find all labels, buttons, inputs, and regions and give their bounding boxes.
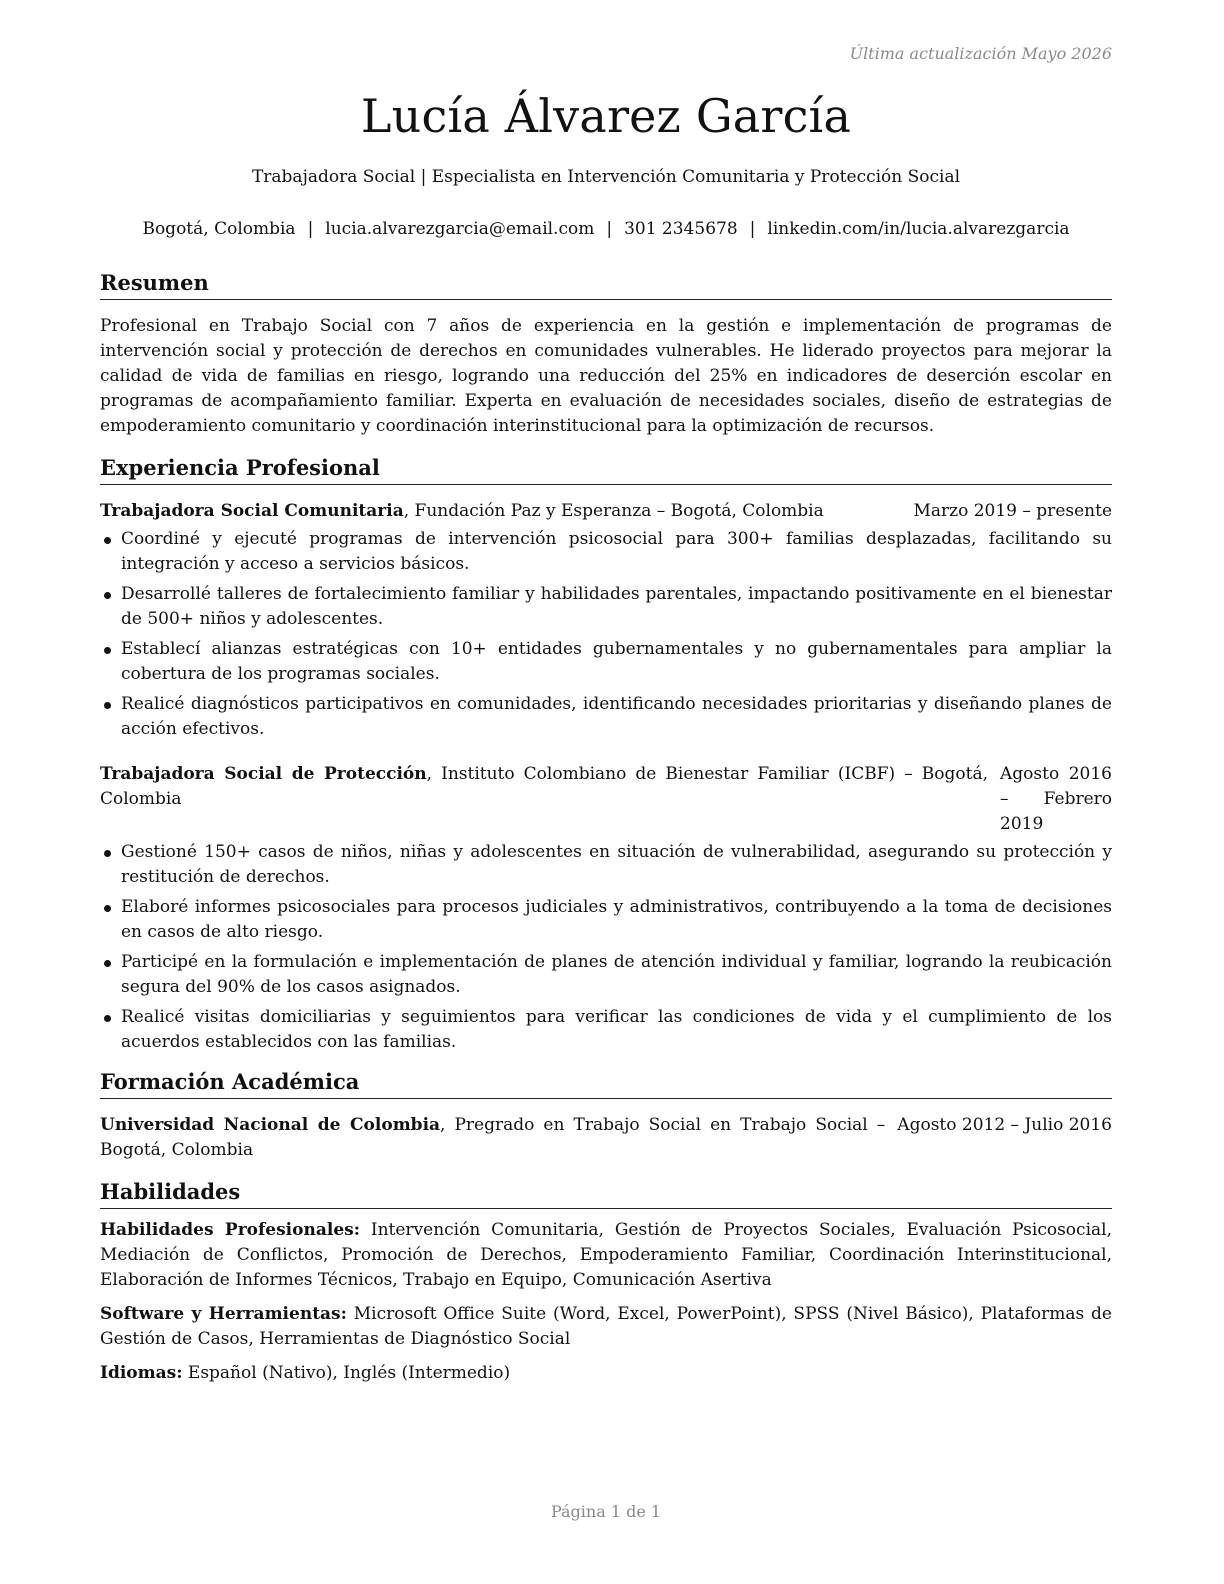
job-title: Trabajadora Social Comunitaria	[100, 501, 404, 521]
job-bullet-list	[100, 840, 1112, 1055]
job-bullet: Participé en la formulación e implementación de planes de atención individual y familiar, logrando la reubicación segura del 90% de los casos asignados.	[100, 950, 1112, 1000]
contact-location: Bogotá, Colombia	[142, 219, 296, 239]
section-title-skills: Habilidades	[100, 1177, 1112, 1209]
contact-separator: |	[606, 219, 613, 239]
skill-text: Español (Nativo), Inglés (Intermedio)	[182, 1363, 511, 1383]
contact-phone[interactable]: 301 2345678	[624, 219, 738, 239]
job-organization: , Fundación Paz y Esperanza – Bogotá, Colombia	[403, 501, 824, 521]
job-bullet: Desarrollé talleres de fortalecimiento familiar y habilidades parentales, impactando positivamente en el bienestar de 500+ niños y adolescentes.	[100, 582, 1112, 632]
skill-text: Microsoft Office Suite (Word, Excel, PowerPoint), SPSS (Nivel Básico), Plataformas de Gestión de Casos, Herramientas de Diagnóstico Social	[100, 1304, 1112, 1349]
education-detail: , Pregrado en Trabajo Social en Trabajo Social – Bogotá, Colombia	[100, 1115, 886, 1160]
job-bullet: Gestioné 150+ casos de niños, niñas y adolescentes en situación de vulnerabilidad, asegurando su protección y restitución de derechos.	[100, 840, 1112, 890]
last-updated: Última actualización Mayo 2026	[849, 44, 1112, 63]
page-number: Página 1 de 1	[550, 1502, 662, 1521]
contact-separator: |	[749, 219, 756, 239]
skill-label: Idiomas:	[100, 1363, 183, 1383]
section-title-education: Formación Académica	[100, 1067, 1112, 1099]
contact-linkedin[interactable]: linkedin.com/in/lucia.alvarezgarcia	[767, 219, 1070, 239]
section-title-summary: Resumen	[100, 268, 1112, 300]
job-header	[100, 762, 1112, 837]
skill-line-software	[100, 1302, 1112, 1352]
job-position	[100, 499, 901, 524]
contact-line	[100, 219, 1112, 239]
education-entry	[100, 1113, 1112, 1163]
job-bullet-list	[100, 527, 1112, 742]
education-school: Universidad Nacional de Colombia	[100, 1115, 441, 1135]
summary-text: Profesional en Trabajo Social con 7 años de experiencia en la gestión e implementación de programas de intervención social y protección de derechos en comunidades vulnerables. He liderado proyectos para mejorar la calidad de vida de familias en riesgo, logrando una reducción del 25% en indicadores de deserción escolar en programas de acompañamiento familiar. Experta en evaluación de necesidades sociales, diseño de estrategias de empoderamiento comunitario y coordinación interinstitucional para la optimización de recursos.	[100, 316, 1112, 436]
professional-tagline: Trabajadora Social | Especialista en Intervención Comunitaria y Protección Social	[251, 167, 961, 187]
job-dates: Agosto 2016 – Febrero 2019	[1000, 764, 1112, 834]
contact-email[interactable]: lucia.alvarezgarcia@email.com	[325, 219, 595, 239]
job-bullet: Establecí alianzas estratégicas con 10+ entidades gubernamentales y no gubernamentales para ampliar la cobertura de los programas sociales.	[100, 637, 1112, 687]
job-dates: Marzo 2019 – presente	[913, 501, 1112, 521]
job-entry	[100, 499, 1112, 742]
job-header	[100, 499, 1112, 524]
job-title: Trabajadora Social de Protección	[100, 764, 427, 784]
job-bullet: Realicé diagnósticos participativos en comunidades, identificando necesidades prioritarias y diseñando planes de acción efectivos.	[100, 692, 1112, 742]
job-position	[100, 762, 988, 812]
job-organization: , Instituto Colombiano de Bienestar Familiar (ICBF) – Bogotá, Colombia	[100, 764, 988, 809]
skill-line-languages	[100, 1361, 1112, 1386]
skill-line-professional	[100, 1218, 1112, 1293]
candidate-name: Lucía Álvarez García	[360, 89, 852, 143]
education-school-line	[100, 1113, 885, 1163]
job-entry	[100, 762, 1112, 1055]
skill-label: Habilidades Profesionales:	[100, 1220, 360, 1240]
skill-text: Intervención Comunitaria, Gestión de Proyectos Sociales, Evaluación Psicosocial, Mediación de Conflictos, Promoción de Derechos, Empoderamiento Familiar, Coordinación Interinstitucional, Elaboración de Informes Técnicos, Trabajo en Equipo, Comunicación Asertiva	[100, 1220, 1112, 1290]
education-dates: Agosto 2012 – Julio 2016	[897, 1115, 1112, 1135]
job-bullet: Coordiné y ejecuté programas de intervención psicosocial para 300+ familias desplazadas, facilitando su integración y acceso a servicios básicos.	[100, 527, 1112, 577]
resume-page	[100, 0, 1112, 1584]
job-bullet: Elaboré informes psicosociales para procesos judiciales y administrativos, contribuyendo a la toma de decisiones en casos de alto riesgo.	[100, 895, 1112, 945]
resume-content	[100, 268, 1112, 1386]
job-bullet: Realicé visitas domiciliarias y seguimientos para verificar las condiciones de vida y el cumplimiento de los acuerdos establecidos con las familias.	[100, 1005, 1112, 1055]
contact-separator: |	[307, 219, 314, 239]
skill-label: Software y Herramientas:	[100, 1304, 347, 1324]
section-title-experience: Experiencia Profesional	[100, 453, 1112, 485]
